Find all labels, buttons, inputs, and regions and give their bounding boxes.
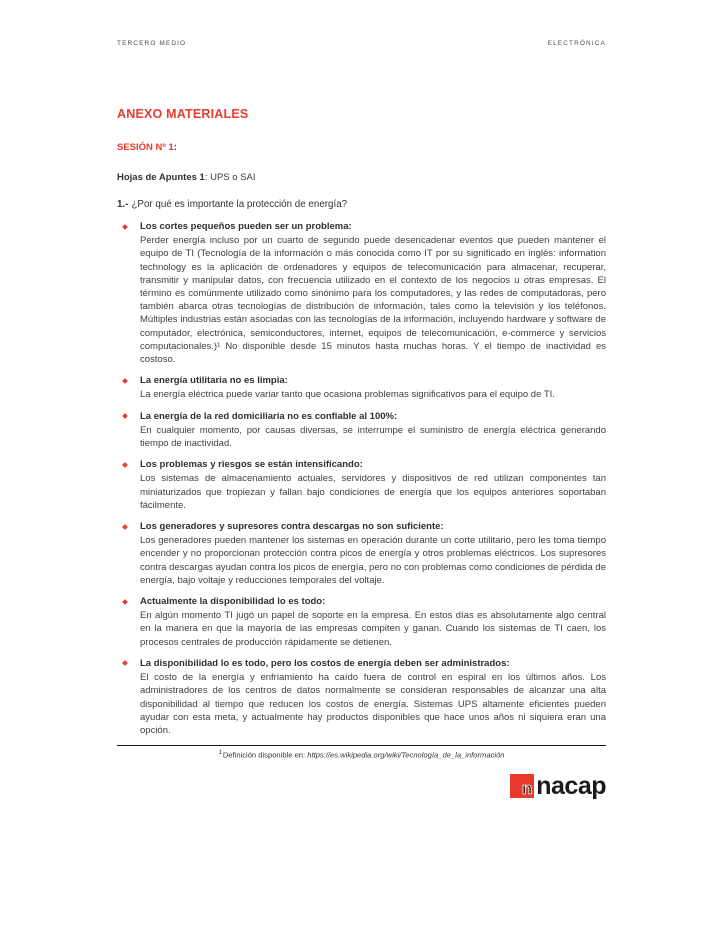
list-item xyxy=(117,657,606,737)
footnote-url: https://es.wikipedia.org/wiki/Tecnología_de_la_información xyxy=(307,750,505,760)
bullet-body: En algún momento TI jugó un papel de soporte en la empresa. En estos días es absolutamente algo central en la manera en que la mayoría de las empresas compiten y ganan. Cuando los sistemas de TI caen, los procesos centrales de producción rápidamente se detienen. xyxy=(140,610,606,648)
bullet-heading: Actualmente la disponibilidad lo es todo: xyxy=(140,596,326,608)
bullet-body: Los generadores pueden mantener los sistemas en operación durante un corte utilitario, pero les toma tiempo encender y no proporcionan protección contra picos de energía y otros problemas eléctricos. Los supresores contra descargas ayudan contra los picos de energía, pero no con problemas como condiciones de pérdida de energía, bajo voltaje y reducciones temporales del voltaje. xyxy=(140,535,606,586)
bullet-heading: La energía utilitaria no es limpia: xyxy=(140,375,288,387)
list-item xyxy=(117,374,606,401)
list-item xyxy=(117,220,606,366)
question-heading xyxy=(117,199,606,210)
bullet-list xyxy=(117,220,606,737)
bullet-icon xyxy=(122,524,128,530)
header-left-label: TERCERO MEDIO xyxy=(117,40,187,47)
bullet-icon xyxy=(122,224,128,230)
notes-subtitle-bold: Hojas de Apuntes 1 xyxy=(117,172,205,183)
footnote-divider xyxy=(117,745,606,746)
logo-n-glyph: n xyxy=(521,778,533,798)
inacap-logo-icon xyxy=(510,774,534,798)
footnote-marker: 1 xyxy=(218,750,222,757)
footer xyxy=(117,771,606,800)
bullet-body: Perder energía incluso por un cuarto de segundo puede desencadenar eventos que pueden mantener el equipo de TI (Tecnología de la información o más conocida como IT por su significado en inglés: information technology es la aplicación de ordenadores y equipos de telecomunicación para almacenar, recuperar, transmitir y manipular datos, con frecuencia utilizado en el contexto de los negocios u otras empresas. El término es comúnmente utilizado como sinónimo para los computadores, y las redes de computadoras, pero también abarca otras tecnologías de distribución de información, tales como la televisión y los teléfonos. Múltiples industrias están asociadas con las tecnologías de la información, incluyendo hardware y software de computador, electrónica, semiconductores, internet, equipos de telecomunicación, e-commerce y servicios computacionales.)¹ No disponible desde 15 minutos hasta muchas horas. Y el tiempo de inactividad es costoso. xyxy=(140,235,606,366)
bullet-body: La energía eléctrica puede variar tanto que ocasiona problemas significativos para el equipo de TI. xyxy=(140,389,555,401)
bullet-icon xyxy=(122,599,128,605)
footnote-text: Definición disponible en: xyxy=(222,750,308,760)
bullet-body: Los sistemas de almacenamiento actuales, servidores y dispositivos de red utilizan componentes tan miniaturizados que tropiezan y fallan bajo condiciones de energía que los equipos anteriores soportaban fácilmente. xyxy=(140,473,606,511)
session-heading xyxy=(117,142,606,153)
list-item xyxy=(117,595,606,649)
bullet-body: El costo de la energía y enfriamiento ha caído fuera de control en espiral en los últimos años. Los administradores de los centros de datos normalmente se consideran responsables de alcanzar una alta disponibilidad al tiempo que reducen los costos de energía. Sistemas UPS altamente eficientes pueden ayudar con esta meta, y actualmente hay productos disponibles que hace unos años ni siquiera eran una opción. xyxy=(140,672,606,736)
bullet-icon xyxy=(122,413,128,419)
bullet-icon xyxy=(122,462,128,468)
page-content xyxy=(117,0,606,798)
question-text: ¿Por qué es importante la protección de energía? xyxy=(131,199,348,210)
footnote xyxy=(117,750,606,760)
bullet-body: En cualquier momento, por causas diversas, se interrumpe el suministro de energía eléctrica generando tiempo de inactividad. xyxy=(140,424,606,450)
bullet-heading: Los problemas y riesgos se están intensificando: xyxy=(140,459,363,471)
page-header xyxy=(117,40,606,47)
bullet-heading: Los generadores y supresores contra descargas no son suficiente: xyxy=(140,521,444,533)
bullet-icon xyxy=(122,378,128,384)
list-item xyxy=(117,520,606,587)
bullet-heading: Los cortes pequeños pueden ser un problema: xyxy=(140,221,352,232)
notes-subtitle xyxy=(117,172,606,183)
list-item xyxy=(117,410,606,451)
session-colon: : xyxy=(173,142,177,153)
header-right-label: ELECTRÓNICA xyxy=(547,40,606,47)
bullet-icon xyxy=(122,661,128,667)
inacap-logo-text: nacap xyxy=(536,771,606,800)
bullet-heading: La disponibilidad lo es todo, pero los costos de energía deben ser administrados: xyxy=(140,657,510,669)
list-item xyxy=(117,458,606,512)
question-number: 1.- xyxy=(117,199,129,210)
session-label: SESIÓN Nº 1 xyxy=(117,142,174,153)
inacap-logo xyxy=(510,771,606,800)
bullet-heading: La energía de la red domiciliaria no es confiable al 100%: xyxy=(140,410,398,422)
notes-subtitle-rest: : UPS o SAI xyxy=(204,172,256,183)
page-title: ANEXO MATERIALES xyxy=(117,107,249,121)
